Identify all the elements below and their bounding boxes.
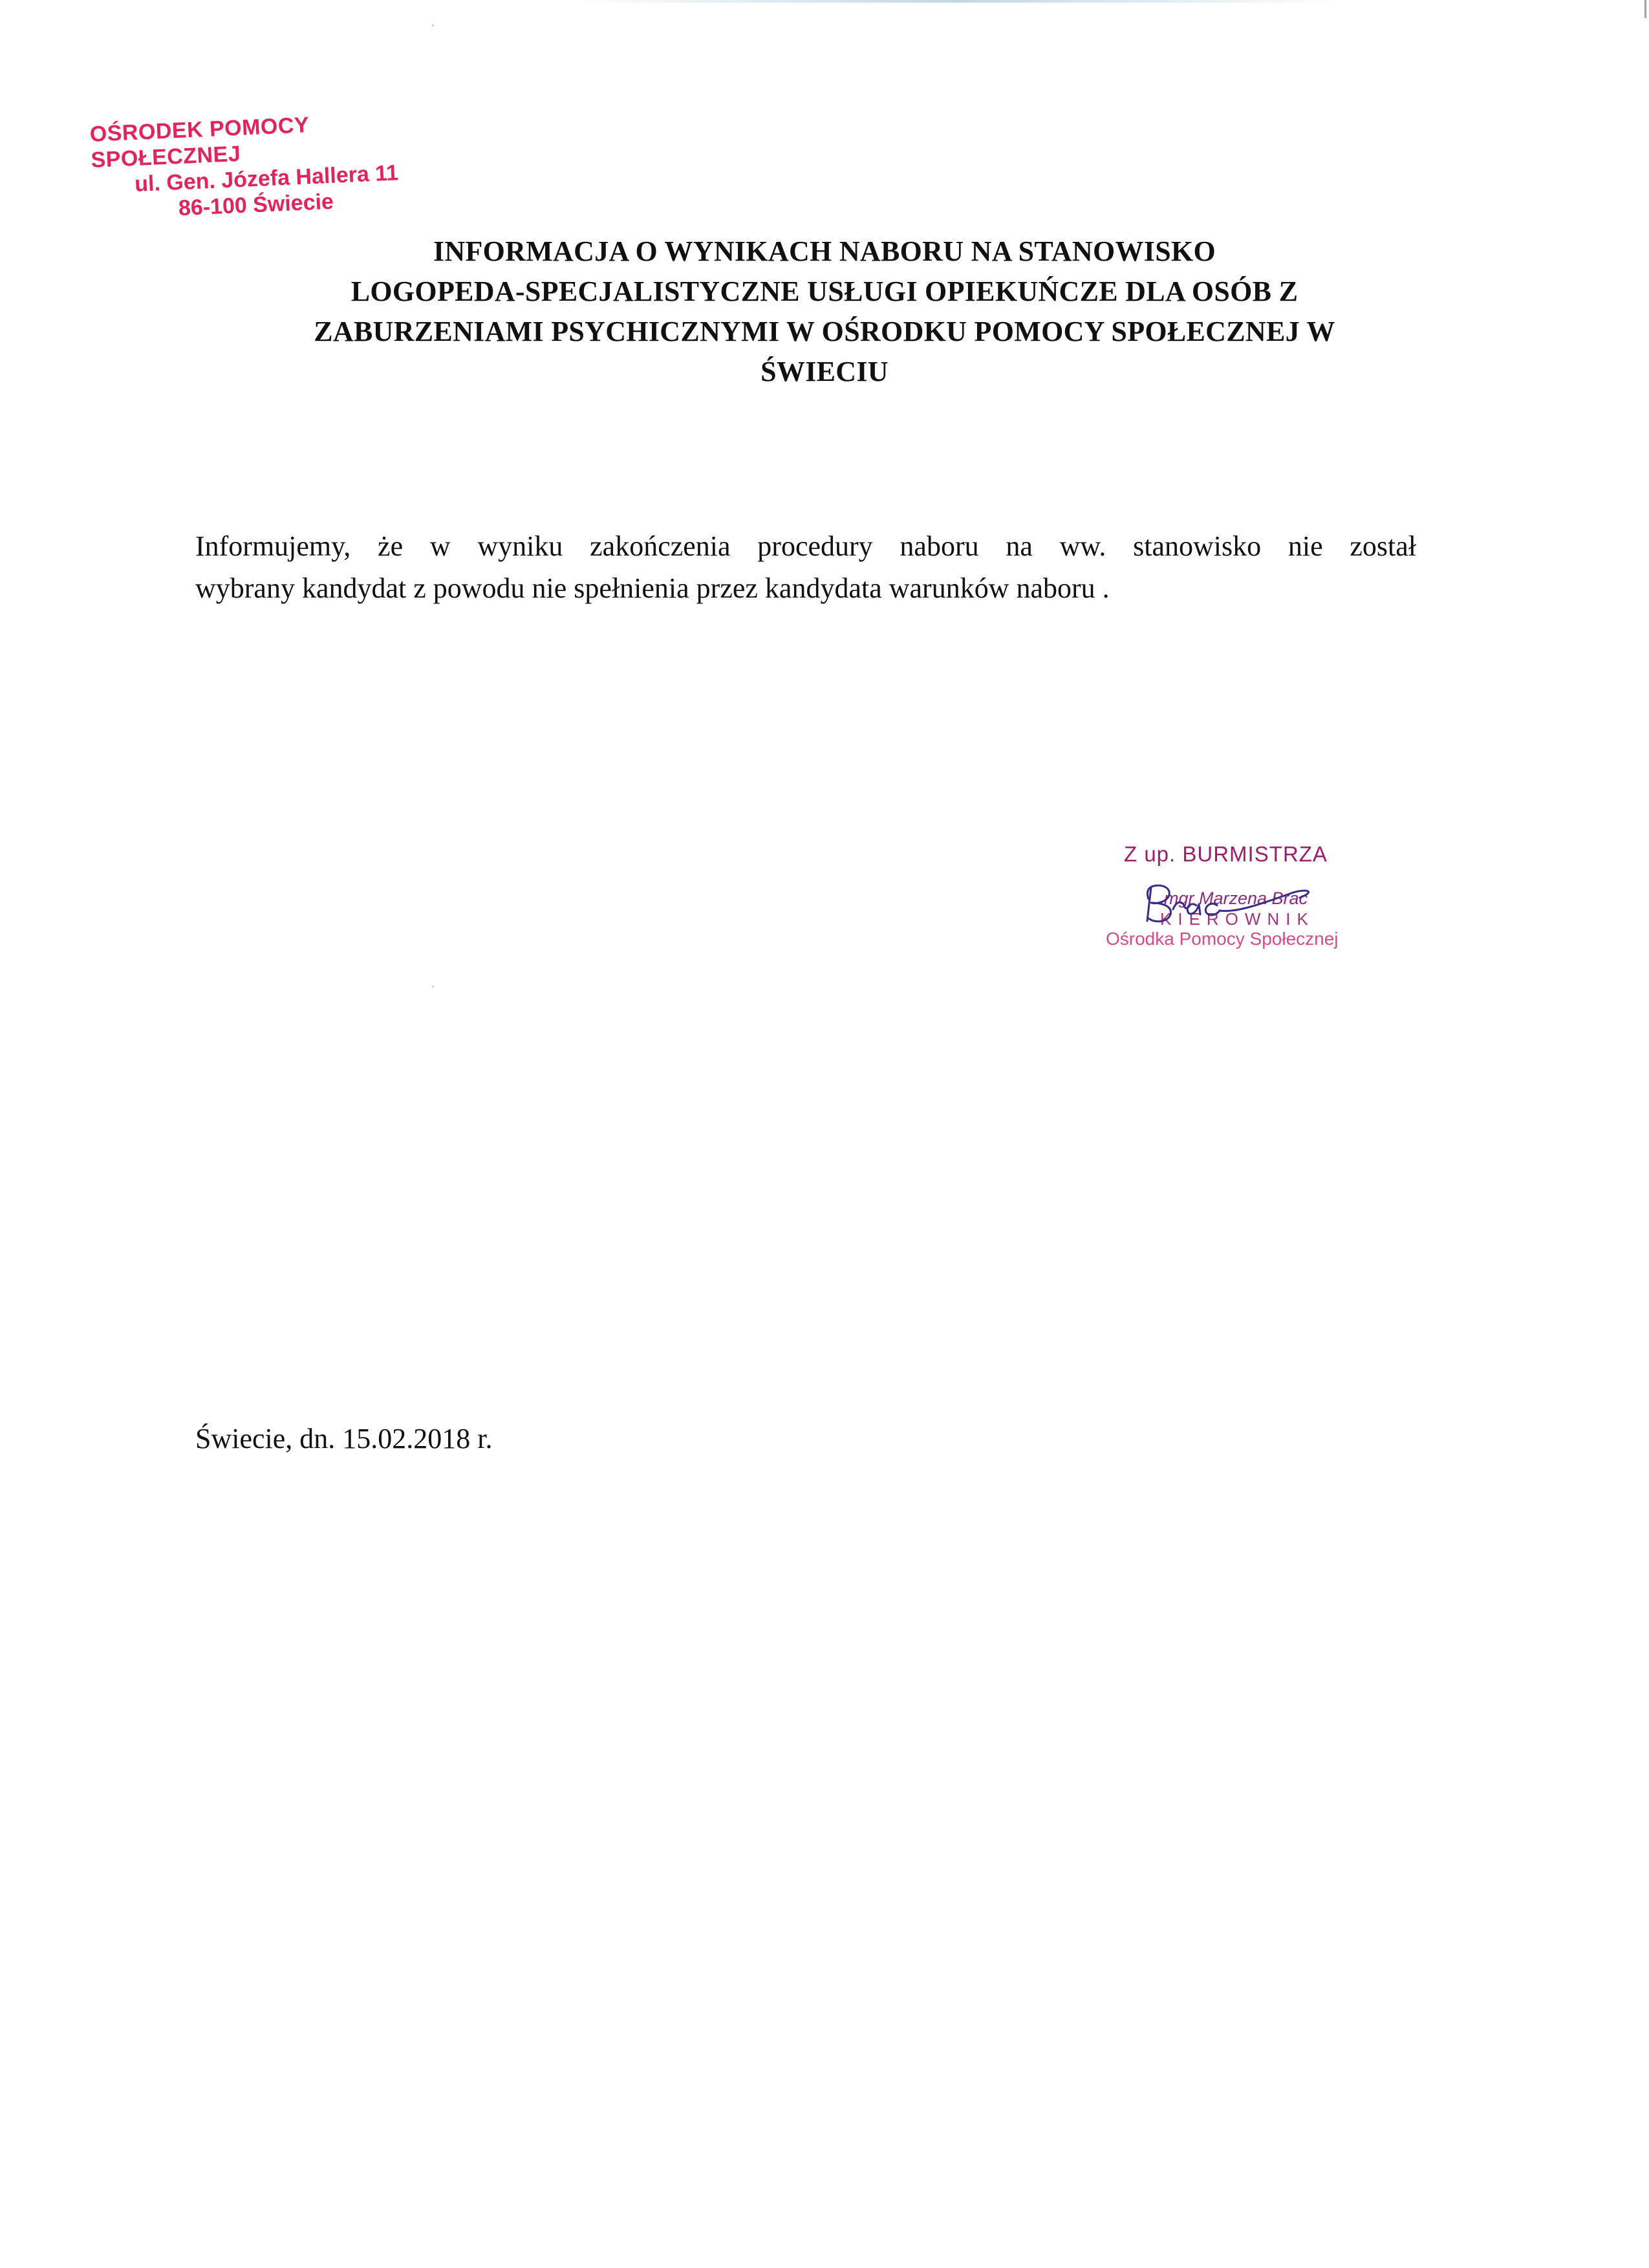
institution-stamp [89, 106, 455, 226]
scan-speck [432, 986, 434, 988]
institution-stamp-street: ul. Gen. Józefa Hallera 11 [134, 160, 399, 197]
signature-stamp-person: mgr Marzena Brac [1164, 889, 1308, 908]
signature-stamp-authority: Z up. BURMISTRZA [1124, 842, 1328, 866]
scan-speck [432, 25, 434, 27]
body-line-1: Informujemy, że w wyniku zakończenia procedury naboru na ww. stanowisko nie został [195, 530, 1416, 562]
document-date: Świecie, dn. 15.02.2018 r. [195, 1423, 493, 1454]
title-line-3: ZABURZENIAMI PSYCHICZNYMI W OŚRODKU POMOCY SPOŁECZNEJ W [314, 316, 1335, 347]
scan-artifact-top [569, 0, 1345, 3]
institution-stamp-city: 86-100 Świecie [178, 189, 334, 221]
body-paragraph [195, 525, 1416, 609]
title-line-2: LOGOPEDA-SPECJALISTYCZNE USŁUGI OPIEKUŃCZE DLA OSÓB Z [350, 275, 1299, 307]
body-line-2: wybrany kandydat z powodu nie spełnienia przez kandydata warunków naboru . [195, 572, 1110, 604]
signature-stamp-institution: Ośrodka Pomocy Społecznej [1106, 929, 1339, 949]
title-line-1: INFORMACJA O WYNIKACH NABORU NA STANOWISKO [433, 235, 1216, 267]
scan-artifact-right [1644, 0, 1646, 18]
handwritten-signature [1106, 833, 1377, 975]
signature-stamp-role: KIEROWNIK [1160, 909, 1315, 929]
document-title [213, 232, 1436, 392]
institution-stamp-name: OŚRODEK POMOCY SPOŁECZNEJ [89, 113, 310, 173]
signature-stamp [1106, 833, 1377, 975]
title-line-4: ŚWIECIU [760, 356, 889, 387]
